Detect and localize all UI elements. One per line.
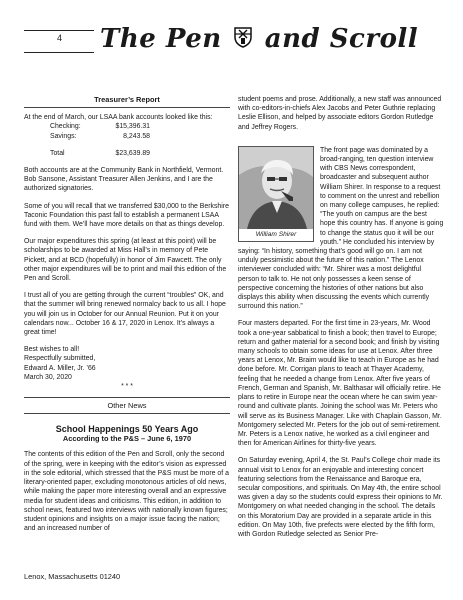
account-value: $15,396.31 [115, 123, 150, 131]
signoff-line: Respectfully submitted, [24, 355, 96, 363]
signoff-line: March 30, 2020 [24, 373, 72, 381]
treasurer-heading: Treasurer’s Report [24, 95, 230, 108]
account-label: Checking: [50, 123, 81, 131]
paragraph: Our major expenditures this spring (at least at this point) will be scholarships to be awarded at Miss Hall’s in memory of Pete Pickett, and at BCD (hopefully) in honor of Jim Fawcett. The only other major expenditures will be to print and mail this edition of the Pen and Scroll. [24, 238, 227, 283]
account-row [50, 132, 150, 141]
photo-caption: William Shirer [239, 229, 313, 241]
divider [24, 397, 230, 398]
paragraph: The contents of this edition of the Pen and Scroll, only the second of the spring, were in keeping with the editor’s vision as expressed in the sole editorial, which stressed that the P&S must be more of a literary-oriented paper, excluding monotonous articles of old news, while making the paper more interesting overall and an expressive media for student ideas and criticisms. This edition, in addition to school news, featured two interviews with nationally known figures; student opinions and insights on a major issue facing the nation; and an increased number of [24, 451, 229, 533]
paragraph: Some of you will recall that we transferred $30,000 to the Berkshire Taconic Foundation this past fall to establish a permanent LSAA fund with them. We’ll have more details on that as things develop. [24, 202, 229, 229]
treasurer-intro: At the end of March, our LSAA bank accounts looked like this: [24, 114, 213, 122]
account-row [50, 122, 150, 131]
signoff-line: Best wishes to all! [24, 346, 80, 354]
paragraph: The front page was dominated by a broad-ranging, ten question interview with CBS News correspondent, broadcaster and subsequent author William Shirer. In response to a request to comment on the unrest and rebellion on many college campuses, he replied: “The youth on campus are the best hope this country has. If anyone is going to change the status quo it will be our youth.” He concluded his interview by saying: “In history, something that’s good will go on. I am not unduly pessimistic about the future of this nation.” The Lenox interviewer concluded with: “Mr. Shirer was a most delightful person to talk to. He not only possesses a keen sense of perspective concerning the histories of other nations but also displays this ability when discussing the events which currently surround this nation.” [238, 146, 444, 311]
account-row [50, 149, 150, 158]
paragraph: On Saturday evening, April 4, the St. Paul’s College choir made its annual visit to Lenox for an enjoyable and interesting concert featuring selections from the Renaissance and Baroque era, secular compositions, and spirituals. On May 4th, the entire school was given a day so the students could express their opinions to Mr. Montgomery on what needed changing in the school. The details on this Moratorium Day are provided in a separate article in this edition. On May 10th, five prefects were elected by the fifth form, with Gordon Rutledge selected as Senior Pre- [238, 457, 443, 538]
signoff-line: Edward A. Miller, Jr. ’66 [24, 364, 96, 372]
section-divider-stars: * * * [121, 383, 133, 391]
account-table [50, 122, 150, 158]
footer-location: Lenox, Massachusetts 01240 [24, 572, 121, 581]
left-column [24, 95, 230, 533]
paragraph: student poems and prose. Additionally, a new staff was announced with co-editors-in-chiefs Alex Jacobs and Peter Guthrie replacing Leslie Ellison, and helped by associate editors Gordon Rutledge and Jeffrey Rogers. [238, 96, 442, 131]
masthead-rule-top [24, 30, 94, 31]
account-label: Total [50, 149, 65, 157]
newsletter-title [100, 24, 440, 55]
table-spacer [50, 141, 150, 149]
paragraph: Both accounts are at the Community Bank in Northfield, Vermont. Bob Sansone, Assistant Treasurer Allen Jenkins, and I are the authorized signatories. [24, 167, 224, 193]
paragraph: Four masters departed. For the first time in 23-years, Mr. Wood took a one-year sabbatical to finish a book; then travel to Europe; return and gather material for a second book; and finish by visiting many schools to obtain some ideas for use at Lenox. After three years at Lenox, Mr. Braim would like to teach in Europe as he had done before. Mr. Corrigan plans to teach at Thayer Academy, feeling that he needed a change from Lenox. After five years of French, German and Spanish, Mr. Balthasar will officially retire. He plans to retire in Europe near the ocean where he can swim year-round and cultivate plants. Joining the school was Mr. Peters who will serve as its Business Manager. Like with Chaplain Gasson, Mr. Montgomery selected Mr. Peters for the job out of semi-retirement. Mr. Peters is a Lenox native, he worked as a civil engineer and then for American Airlines for thirty-five years. [238, 320, 442, 448]
crest-icon [233, 25, 253, 55]
title-left: The Pen [100, 24, 222, 54]
photo-frame [238, 146, 314, 242]
other-news-heading: Other News [24, 401, 230, 414]
right-column [238, 95, 444, 539]
page-number: 4 [57, 33, 63, 43]
title-right: and Scroll [264, 24, 419, 54]
article-subtitle: According to the P&S – June 6, 1970 [62, 434, 192, 444]
portrait-photo [239, 147, 313, 229]
masthead [24, 24, 440, 64]
article-title: School Happenings 50 Years Ago [55, 424, 199, 435]
masthead-rule-bottom [24, 52, 94, 53]
account-value: $23,639.89 [115, 149, 150, 157]
account-value: 8,243.58 [123, 132, 150, 140]
paragraph: I trust all of you are getting through the current “troubles” OK, and that the summer will bring renewed normalcy back to us all. I hope you will join us in October for our Annual Reunion. Put it on your calendars now... October 16 & 17, 2020 in Lenox. It’s always a great time! [24, 292, 226, 337]
account-label: Savings: [50, 132, 77, 140]
